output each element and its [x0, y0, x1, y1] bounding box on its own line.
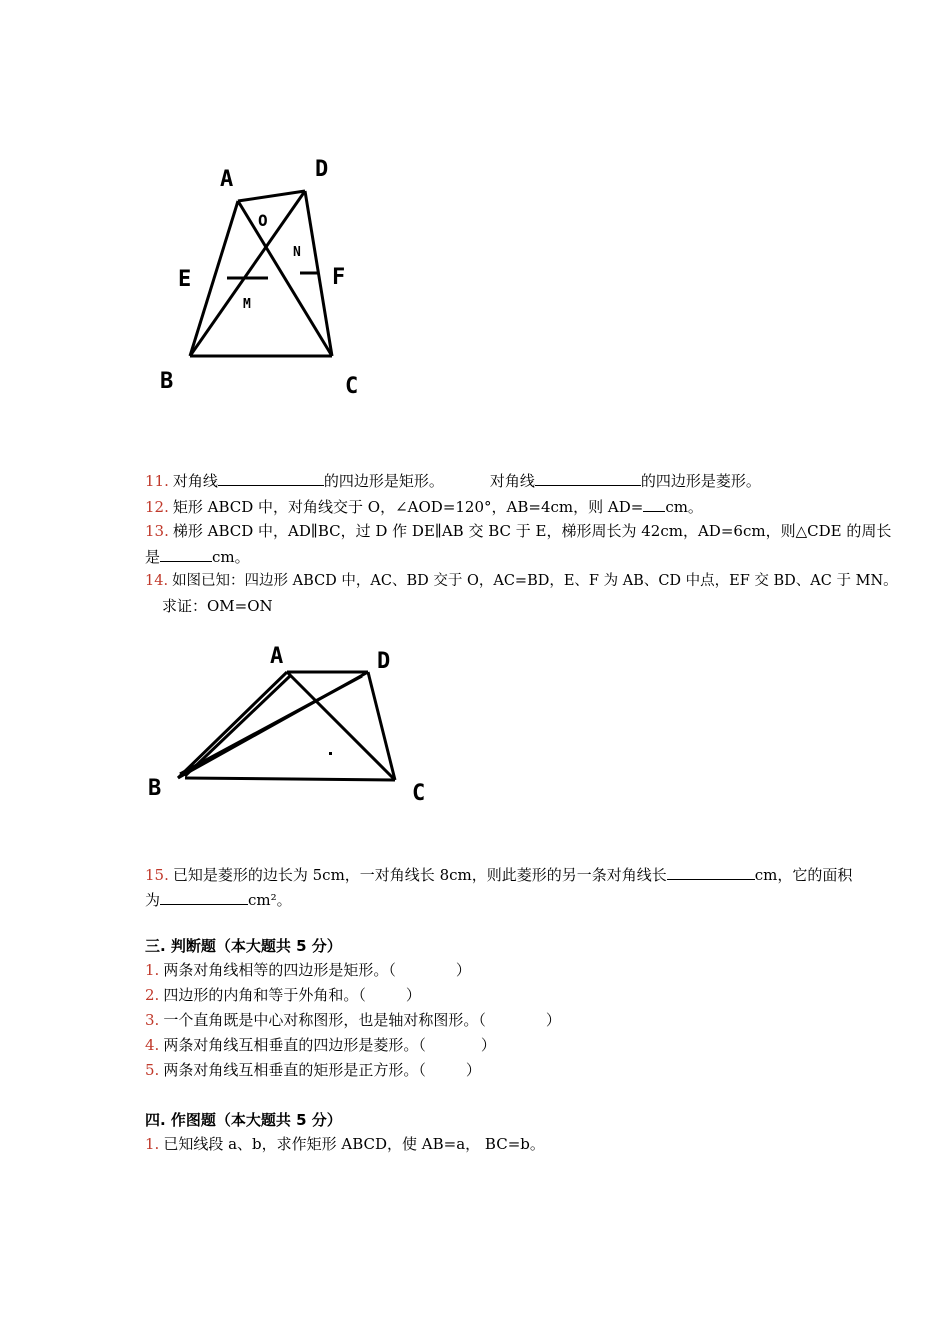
label-e: E	[178, 267, 192, 292]
answer-blank[interactable]	[160, 546, 212, 562]
answer-blank[interactable]	[667, 864, 755, 880]
edge-dc	[368, 672, 395, 780]
judge-item: 4. 两条对角线互相垂直的四边形是菱形。（ ）	[145, 1036, 496, 1054]
question-15-line-1: 15. 已知是菱形的边长为 5cm，一对角线长 8cm，则此菱形的另一条对角线长 cm，它的面积	[145, 866, 853, 884]
answer-blank[interactable]	[535, 470, 641, 486]
label-b: B	[148, 776, 162, 801]
label-m: M	[243, 297, 251, 312]
label-d: D	[377, 649, 391, 674]
label-n: N	[293, 245, 301, 260]
question-11: 11. 对角线 的四边形是矩形。 对角线 的四边形是菱形。	[145, 472, 761, 490]
question-number: 14.	[145, 573, 169, 589]
edge-bc	[185, 778, 395, 780]
section-4-heading: 四. 作图题（本大题共 5 分）	[145, 1111, 342, 1129]
question-12: 12. 矩形 ABCD 中，对角线交于 O，∠AOD=120°，AB=4cm，则 AD= cm。	[145, 498, 703, 516]
question-13-line-2: 是 cm。	[145, 548, 250, 566]
label-c: C	[345, 374, 359, 398]
label-d: D	[315, 157, 329, 182]
label-f: F	[332, 265, 346, 290]
question-15-line-2: 为 cm²。	[145, 891, 292, 909]
edge-ad	[238, 191, 305, 201]
label-c: C	[412, 781, 426, 806]
judge-item: 5. 两条对角线互相垂直的矩形是正方形。（ ）	[145, 1061, 481, 1079]
section-3-heading: 三. 判断题（本大题共 5 分）	[145, 937, 342, 955]
answer-blank[interactable]	[218, 470, 324, 486]
judge-item: 3. 一个直角既是中心对称图形，也是轴对称图形。（ ）	[145, 1011, 561, 1029]
question-13-line-1: 13. 梯形 ABCD 中，AD∥BC，过 D 作 DE∥AB 交 BC 于 E，梯形周长为 42cm，AD=6cm，则△CDE 的周长	[145, 522, 892, 540]
judge-item: 1. 两条对角线相等的四边形是矩形。（ ）	[145, 961, 471, 979]
question-14-line-2: 求证：OM=ON	[162, 597, 273, 615]
diagonal-bd-inner	[180, 676, 362, 774]
answer-blank[interactable]	[160, 889, 248, 905]
label-a: A	[270, 644, 284, 669]
label-b: B	[160, 369, 174, 394]
answer-blank[interactable]	[643, 496, 665, 512]
figure-1-trapezoid	[150, 148, 380, 398]
question-number: 11.	[145, 472, 169, 490]
figure-2-quadrilateral	[140, 638, 440, 808]
label-o: O	[258, 211, 268, 230]
question-number: 12.	[145, 498, 169, 516]
label-a: A	[220, 167, 234, 192]
judge-item: 2. 四边形的内角和等于外角和。（ ）	[145, 986, 421, 1004]
question-number: 13.	[145, 522, 169, 540]
point-o	[329, 752, 332, 755]
question-number: 15.	[145, 866, 169, 884]
question-14-line-1: 14. 如图已知：四边形 ABCD 中，AC、BD 交于 O，AC=BD，E、F 为 AB、CD 中点，EF 交 BD、AC 于 MN。	[145, 573, 898, 589]
construction-item: 1. 已知线段 a、b，求作矩形 ABCD，使 AB=a， BC=b。	[145, 1135, 545, 1153]
